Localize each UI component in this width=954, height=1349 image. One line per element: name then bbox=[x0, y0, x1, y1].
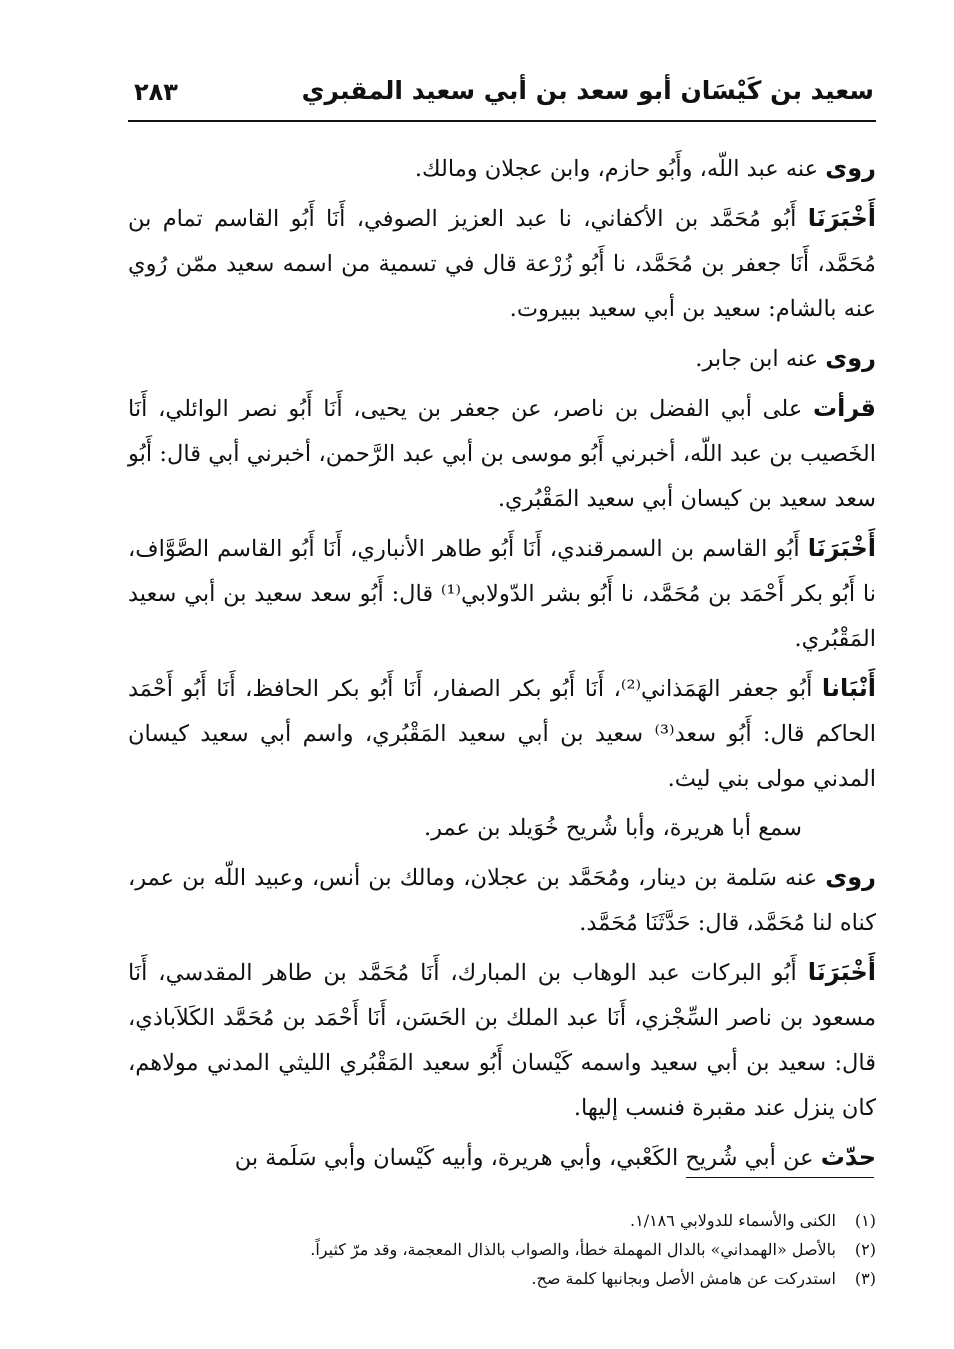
paragraph-text: سمع أبا هريرة، وأبا شُريح خُوَيلد بن عمر. bbox=[423, 815, 802, 841]
footnote-separator bbox=[686, 1177, 874, 1178]
paragraph-text: عنه سَلمة بن دينار، ومُحَمَّد بن عجلان، ومالك بن أنس، وعبيد اللّه بن عمر، كناه لنا مُحَمَّد، قال: حَدَّثَنَا مُحَمَّد. bbox=[128, 865, 876, 936]
paragraph bbox=[128, 336, 876, 382]
footnote bbox=[200, 1206, 876, 1235]
paragraph-text: أَبُو مُحَمَّد بن الأكفاني، نا عبد العزيز الصوفي، أَنَا أَبُو القاسم تمام بن مُحَمَّد، أَنَا جعفر بن مُحَمَّد، نا أَبُو زُرْعة قال في تسمية من اسمه سعيد ممّن رُوي عنه بالشام: سعيد بن أبي سعيد ببيروت. bbox=[128, 206, 876, 322]
paragraph bbox=[128, 196, 876, 332]
paragraph bbox=[128, 806, 876, 851]
footnote bbox=[200, 1264, 876, 1293]
paragraph bbox=[128, 950, 876, 1131]
paragraph bbox=[128, 666, 876, 802]
footnote-number: (٢) bbox=[854, 1240, 876, 1259]
paragraph-lead: قرأت bbox=[813, 394, 876, 422]
footnote-text: بالأصل «الهمداني» بالدال المهملة خطأ، والصواب بالذال المعجمة، وقد مرّ كثيراً. bbox=[310, 1240, 836, 1259]
paragraph-text: عن أبي شُريح الكَعْبي، وأبي هريرة، وأبيه كَيْسان وأبي سَلَمة بن bbox=[234, 1145, 821, 1171]
footnote bbox=[200, 1235, 876, 1264]
paragraph bbox=[128, 386, 876, 522]
page-number: ٢٨٣ bbox=[134, 78, 178, 106]
paragraph-text: أَبُو البركات عبد الوهاب بن المبارك، أَنَا مُحَمَّد بن طاهر المقدسي، أَنَا مسعود بن ناصر السِّجْزي، أَنَا عبد الملك بن الحَسَن، أَنَا أَحْمَد بن مُحَمَّد الكَلاَباذي، قال: سعيد بن أبي سعيد واسمه كَيْسان أَبُو سعيد المَقْبُري الليثي المدني مولاهم، كان ينزل عند مقبرة فنسب إليها. bbox=[128, 960, 876, 1121]
paragraph-lead: أَخْبَرَنَا bbox=[807, 204, 876, 232]
footnote-number: (٣) bbox=[854, 1269, 876, 1288]
running-head: سعيد بن كَيْسَان أبو سعد بن أبي سعيد المقبري bbox=[301, 76, 874, 105]
paragraph-lead: روى bbox=[825, 863, 876, 891]
paragraph bbox=[128, 146, 876, 192]
paragraph-lead: أَخْبَرَنَا bbox=[807, 958, 876, 986]
page-header bbox=[128, 74, 876, 122]
paragraph-lead: روى bbox=[825, 154, 876, 182]
paragraph-text: أَبُو القاسم بن السمرقندي، أَنَا أَبُو طاهر الأنباري، أَنَا أَبُو القاسم الصَّوَّاف، نا أَبُو بكر أَحْمَد بن مُحَمَّد، نا أَبُو بشر الدّولابي⁽¹⁾ قال: أَبُو سعد سعيد بن أبي سعيد المَقْبُري. bbox=[128, 536, 876, 652]
paragraph-lead: حدّث bbox=[820, 1143, 876, 1171]
paragraph-lead: أَخْبَرَنَا bbox=[807, 534, 876, 562]
paragraph-text: عنه عبد اللّه، وأَبُو حازم، وابن عجلان ومالك. bbox=[414, 156, 826, 182]
paragraph bbox=[128, 1135, 876, 1181]
paragraph bbox=[128, 526, 876, 662]
paragraph-lead: أَنْبَانا bbox=[821, 674, 876, 702]
paragraph-text: أَبُو جعفر الهَمَذاني⁽²⁾، أَنَا أَبُو بكر الصفار، أَنَا أَبُو بكر الحافظ، أَنَا أَبُو أَحْمَد الحاكم قال: أَبُو سعد⁽³⁾ سعيد بن أبي سعيد المَقْبُري، واسم أبي سعيد كيسان المدني مولى بني ليث. bbox=[128, 676, 876, 792]
main-text bbox=[128, 146, 876, 1185]
footnotes bbox=[200, 1206, 876, 1293]
footnote-number: (١) bbox=[854, 1211, 876, 1230]
paragraph-text: عنه ابن جابر. bbox=[695, 346, 826, 372]
paragraph-lead: روى bbox=[825, 344, 876, 372]
paragraph bbox=[128, 855, 876, 946]
paragraph-text: على أبي الفضل بن ناصر، عن جعفر بن يحيى، أَنَا أَبُو نصر الوائلي، أَنَا الخَصيب بن عبد اللّه، أخبرني أَبُو موسى بن أبي عبد الرَّحمن، أخبرني أبي قال: أَبُو سعد سعيد بن كيسان أبي سعيد المَقْبُري. bbox=[128, 396, 876, 512]
footnote-text: الكنى والأسماء للدولابي ١/١٨٦. bbox=[630, 1211, 836, 1230]
footnote-text: استدركت عن هامش الأصل وبجانبها كلمة صح. bbox=[531, 1269, 836, 1288]
